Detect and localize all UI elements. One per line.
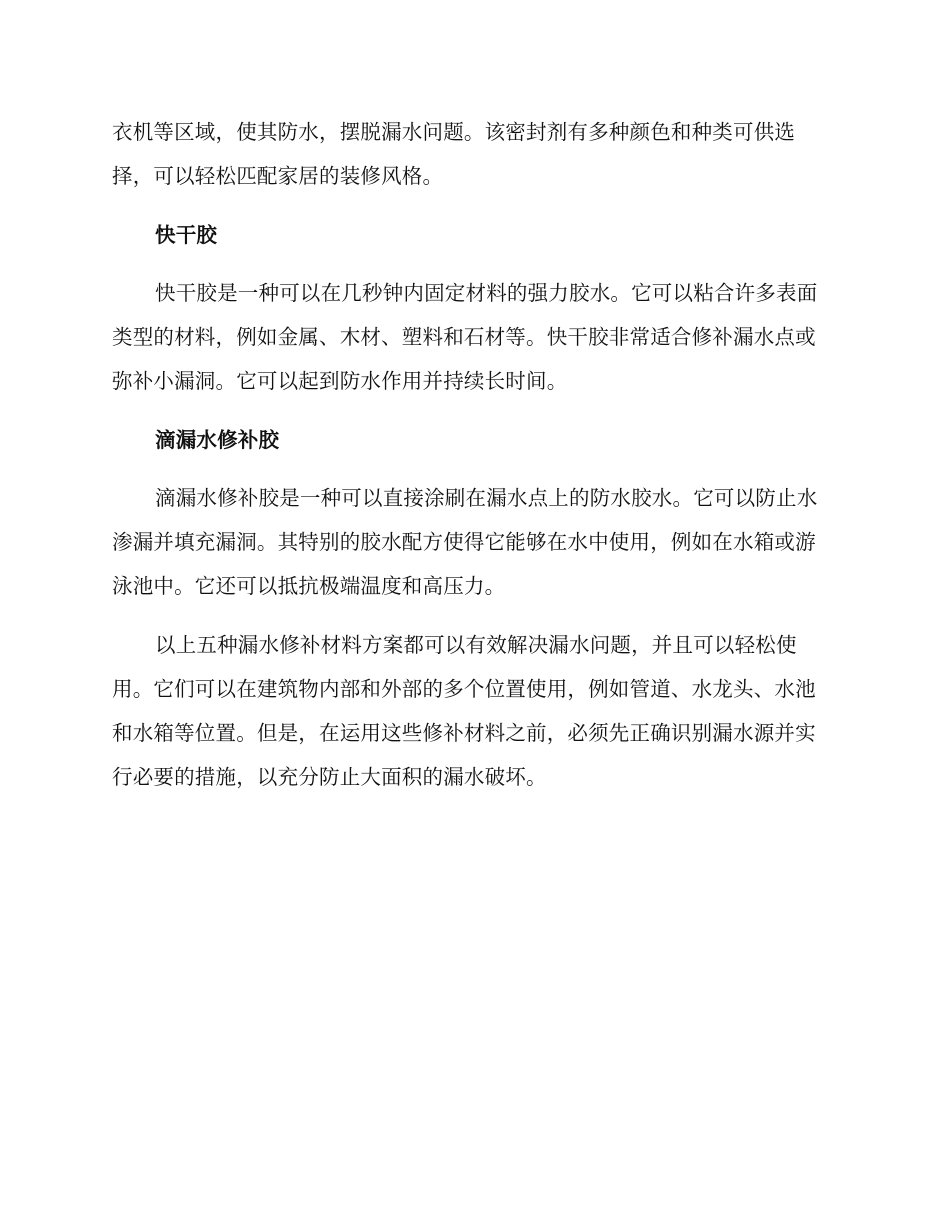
section-body-leak-repair-glue: 滴漏水修补胶是一种可以直接涂刷在漏水点上的防水胶水。它可以防止水渗漏并填充漏洞。其特别的胶水配方使得它能够在水中使用，例如在水箱或游泳池中。它还可以抵抗极端温度和高压力。 xyxy=(112,486,818,598)
continuation-paragraph: 衣机等区域，使其防水，摆脱漏水问题。该密封剂有多种颜色和种类可供选择，可以轻松匹配家居的装修风格。 xyxy=(112,120,796,188)
conclusion-paragraph: 以上五种漏水修补材料方案都可以有效解决漏水问题，并且可以轻松使用。它们可以在建筑物内部和外部的多个位置使用，例如管道、水龙头、水池和水箱等位置。但是，在运用这些修补材料之前，必须先正确识别漏水源并实行必要的措施，以充分防止大面积的漏水破坏。 xyxy=(112,633,816,789)
section-heading-quick-dry-glue: 快干胶 xyxy=(155,223,218,247)
section-heading-leak-repair-glue: 滴漏水修补胶 xyxy=(155,428,280,452)
section-body-quick-dry-glue: 快干胶是一种可以在几秒钟内固定材料的强力胶水。它可以粘合许多表面类型的材料，例如金属、木材、塑料和石材等。快干胶非常适合修补漏水点或弥补小漏洞。它可以起到防水作用并持续长时间。 xyxy=(112,281,818,393)
